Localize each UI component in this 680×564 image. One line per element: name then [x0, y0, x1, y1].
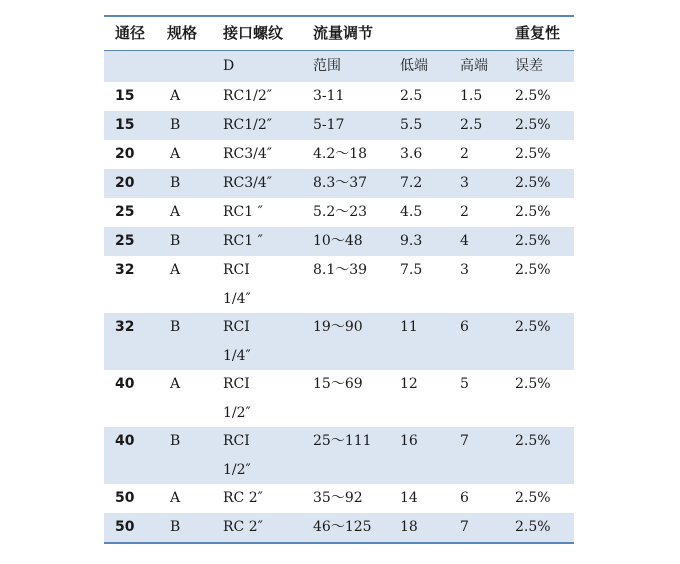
table-row — [104, 169, 574, 198]
spec-cell: A — [170, 88, 181, 104]
thread-cell — [223, 313, 251, 371]
spec-cell: A — [170, 146, 181, 162]
table-row — [104, 140, 574, 169]
error-cell: 2.5% — [515, 117, 551, 133]
thread-line: RC1/2″ — [223, 88, 273, 104]
high-cell: 2 — [460, 204, 469, 220]
range-cell: 4.2～18 — [313, 146, 368, 162]
low-cell: 4.5 — [400, 204, 423, 220]
thread-line: RC 2″ — [223, 490, 263, 506]
subheader-high: 高端 — [460, 58, 488, 74]
high-cell: 7 — [460, 519, 469, 535]
bore-cell: 50 — [115, 490, 135, 506]
range-cell: 8.1～39 — [313, 262, 368, 278]
thread-line: 1/2″ — [223, 462, 251, 478]
low-cell: 7.2 — [400, 175, 423, 191]
flow-spec-table — [104, 15, 574, 544]
error-cell: 2.5% — [515, 490, 551, 506]
error-cell: 2.5% — [515, 376, 551, 392]
bore-cell: 15 — [115, 117, 135, 133]
table-row — [104, 111, 574, 140]
thread-cell — [223, 370, 251, 428]
spec-cell: B — [170, 433, 181, 449]
thread-cell — [223, 198, 263, 227]
high-cell: 3 — [460, 175, 469, 191]
table-row — [104, 82, 574, 111]
range-cell: 8.3～37 — [313, 175, 368, 191]
thread-line: RC3/4″ — [223, 146, 273, 162]
error-cell: 2.5% — [515, 146, 551, 162]
high-cell: 6 — [460, 490, 469, 506]
low-cell: 16 — [400, 433, 418, 449]
range-cell: 5-17 — [313, 117, 345, 133]
high-cell: 1.5 — [460, 88, 483, 104]
thread-cell — [223, 169, 272, 198]
range-cell: 3-11 — [313, 88, 345, 104]
high-cell: 3 — [460, 262, 469, 278]
thread-line: 1/2″ — [223, 405, 251, 421]
bore-cell: 20 — [115, 175, 135, 191]
thread-cell — [223, 256, 251, 314]
high-cell: 7 — [460, 433, 469, 449]
spec-cell: A — [170, 204, 181, 220]
thread-cell — [223, 427, 251, 485]
error-cell: 2.5% — [515, 519, 551, 535]
low-cell: 2.5 — [400, 88, 423, 104]
high-cell: 2 — [460, 146, 469, 162]
spec-cell: B — [170, 175, 181, 191]
thread-line: 1/4″ — [223, 348, 251, 364]
low-cell: 18 — [400, 519, 418, 535]
error-cell: 2.5% — [515, 175, 551, 191]
header-thread: 接口螺纹 — [223, 24, 284, 42]
range-cell: 5.2～23 — [313, 204, 368, 220]
low-cell: 7.5 — [400, 262, 423, 278]
thread-cell — [223, 140, 272, 169]
subheader-range: 范围 — [313, 58, 341, 74]
header-bore: 通径 — [115, 24, 146, 42]
bore-cell: 15 — [115, 88, 135, 104]
spec-cell: A — [170, 262, 181, 278]
thread-cell — [223, 111, 272, 140]
high-cell: 4 — [460, 233, 469, 249]
table-row — [104, 513, 574, 542]
thread-line: RCI — [223, 376, 250, 392]
header-flow-adjust: 流量调节 — [313, 24, 374, 42]
range-cell: 15～69 — [313, 376, 363, 392]
error-cell: 2.5% — [515, 262, 551, 278]
table-row — [104, 227, 574, 256]
low-cell: 11 — [400, 319, 418, 335]
high-cell: 5 — [460, 376, 469, 392]
thread-cell — [223, 227, 263, 256]
bore-cell: 40 — [115, 433, 135, 449]
low-cell: 3.6 — [400, 146, 423, 162]
spec-cell: B — [170, 319, 181, 335]
thread-line: RC3/4″ — [223, 175, 273, 191]
subheader-thread-d: D — [223, 58, 235, 74]
low-cell: 12 — [400, 376, 418, 392]
low-cell: 14 — [400, 490, 418, 506]
thread-line: RC1/2″ — [223, 117, 273, 133]
table-row — [104, 198, 574, 227]
header-spec: 规格 — [167, 24, 198, 42]
table-header-row — [104, 17, 574, 51]
bore-cell: 32 — [115, 262, 135, 278]
spec-cell: A — [170, 376, 181, 392]
bore-cell: 20 — [115, 146, 135, 162]
table-body — [104, 82, 574, 542]
error-cell: 2.5% — [515, 88, 551, 104]
bore-cell: 25 — [115, 233, 135, 249]
low-cell: 5.5 — [400, 117, 423, 133]
bore-cell: 32 — [115, 319, 135, 335]
low-cell: 9.3 — [400, 233, 423, 249]
high-cell: 2.5 — [460, 117, 483, 133]
bore-cell: 50 — [115, 519, 135, 535]
range-cell: 25～111 — [313, 433, 372, 449]
header-repeatability: 重复性 — [515, 24, 561, 42]
table-row — [104, 313, 574, 370]
range-cell: 35～92 — [313, 490, 363, 506]
spec-cell: B — [170, 117, 181, 133]
thread-line: 1/4″ — [223, 291, 251, 307]
range-cell: 10～48 — [313, 233, 363, 249]
thread-line: RC 2″ — [223, 519, 263, 535]
table-subheader-row — [104, 51, 574, 82]
table-row — [104, 370, 574, 427]
range-cell: 46～125 — [313, 519, 372, 535]
thread-line: RCI — [223, 319, 250, 335]
spec-cell: B — [170, 519, 181, 535]
error-cell: 2.5% — [515, 204, 551, 220]
subheader-low: 低端 — [400, 58, 428, 74]
bore-cell: 25 — [115, 204, 135, 220]
thread-line: RC1 ″ — [223, 233, 263, 249]
range-cell: 19～90 — [313, 319, 363, 335]
bore-cell: 40 — [115, 376, 135, 392]
high-cell: 6 — [460, 319, 469, 335]
thread-cell — [223, 82, 272, 111]
subheader-error: 误差 — [515, 58, 543, 74]
error-cell: 2.5% — [515, 319, 551, 335]
table-row — [104, 427, 574, 484]
error-cell: 2.5% — [515, 433, 551, 449]
thread-cell — [223, 484, 263, 513]
thread-line: RCI — [223, 433, 250, 449]
thread-cell — [223, 513, 263, 542]
table-row — [104, 256, 574, 313]
error-cell: 2.5% — [515, 233, 551, 249]
thread-line: RC1 ″ — [223, 204, 263, 220]
spec-cell: A — [170, 490, 181, 506]
table-row — [104, 484, 574, 513]
thread-line: RCI — [223, 262, 250, 278]
spec-cell: B — [170, 233, 181, 249]
